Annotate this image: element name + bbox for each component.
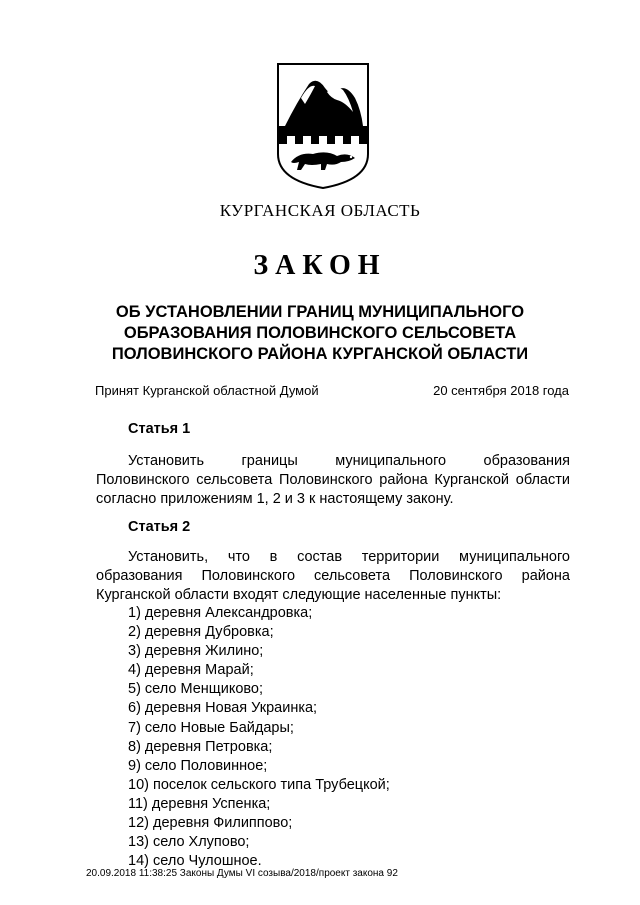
list-item: 7) село Новые Байдары;: [128, 719, 294, 736]
list-item: 8) деревня Петровка;: [128, 738, 273, 755]
law-title: [0, 302, 640, 365]
list-item: 10) поселок сельского типа Трубецкой;: [128, 776, 390, 793]
list-item: 12) деревня Филиппово;: [128, 815, 293, 832]
article-1-line: Установить границы муниципального образования: [128, 453, 570, 469]
article-2-heading: Статья 2: [128, 519, 191, 535]
coat-of-arms-emblem: [275, 62, 371, 190]
list-item: 2) деревня Дубровка;: [128, 624, 274, 641]
article-1-line: согласно приложениям 1, 2 и 3 к настоящему закону.: [96, 491, 454, 507]
article-1-text: [96, 452, 570, 509]
footer-file-path: 20.09.2018 11:38:25 Законы Думы VI созыва/2018/проект закона 92: [86, 868, 398, 879]
list-item: 9) село Половинное;: [128, 757, 268, 774]
article-2-line: Установить, что в состав территории муниципального: [128, 549, 570, 565]
law-title-line: ПОЛОВИНСКОГО РАЙОНА КУРГАНСКОЙ ОБЛАСТИ: [111, 345, 529, 363]
list-item: 11) деревня Успенка;: [128, 795, 271, 812]
settlement-list: [128, 604, 390, 871]
article-1-line: Половинского сельсовета Половинского района Курганской области: [96, 472, 570, 488]
article-2-line: Курганской области входят следующие населенные пункты:: [96, 587, 502, 603]
article-2-line: образования Половинского сельсовета Половинского района: [96, 568, 570, 584]
list-item: 3) деревня Жилино;: [128, 643, 264, 660]
article-1-heading: Статья 1: [128, 421, 191, 437]
list-item: 1) деревня Александровка;: [128, 605, 313, 621]
adopted-by: Принят Курганской областной Думой: [95, 383, 319, 398]
list-item: 14) село Чулошное.: [128, 853, 262, 870]
list-item: 4) деревня Марай;: [128, 662, 254, 679]
adoption-date: 20 сентября 2018 года: [433, 383, 569, 398]
law-title-line: ОБ УСТАНОВЛЕНИИ ГРАНИЦ МУНИЦИПАЛЬНОГО: [115, 303, 525, 321]
region-name: КУРГАНСКАЯ ОБЛАСТЬ: [219, 201, 421, 220]
list-item: 5) село Менщиково;: [128, 681, 264, 698]
law-title-line: ОБРАЗОВАНИЯ ПОЛОВИНСКОГО СЕЛЬСОВЕТА: [123, 324, 517, 342]
document-type: ЗАКОН: [253, 250, 387, 281]
list-item: 13) село Хлупово;: [128, 834, 250, 851]
list-item: 6) деревня Новая Украинка;: [128, 700, 318, 717]
article-2-text: [96, 548, 570, 605]
